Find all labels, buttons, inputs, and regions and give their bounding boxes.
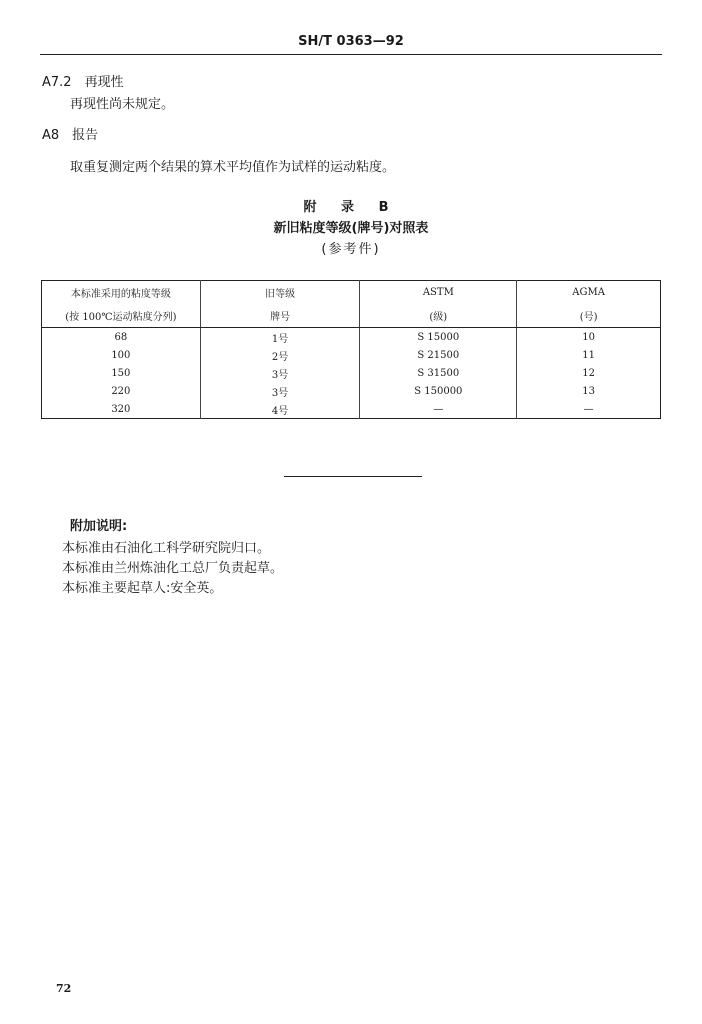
table-cell: S 15000 (360, 328, 517, 347)
header-cell: (号) (517, 303, 661, 328)
table-cell: 12 (582, 367, 595, 379)
header-rule (40, 54, 662, 55)
viscosity-comparison-table (41, 280, 661, 419)
table-cell: 220 (42, 382, 201, 400)
header-cell: AGMA (572, 286, 605, 298)
end-rule (284, 476, 422, 477)
table-cell: 1号 (200, 328, 360, 347)
appendix-subtitle: 新旧粘度等级(牌号)对照表 (273, 221, 429, 236)
additional-notes-heading: 附加说明: (70, 519, 128, 534)
table-cell: — (360, 400, 517, 419)
table-row (42, 346, 661, 364)
header-standard-code: SH/T 0363—92 (298, 34, 404, 49)
header-cell: 牌号 (200, 303, 360, 328)
table-cell: 68 (42, 328, 201, 347)
table-cell: S 150000 (360, 382, 517, 400)
table-cell: S 21500 (360, 346, 517, 364)
page-number: 72 (56, 982, 72, 995)
table-cell: 11 (582, 349, 595, 361)
section-a72-heading: A7.2 再现性 (42, 75, 124, 90)
table-cell: — (583, 403, 594, 415)
table-row (42, 328, 661, 347)
additional-note-line: 本标准由石油化工科学研究院归口。 (62, 541, 271, 556)
table-cell: 3号 (200, 382, 360, 400)
additional-note-line: 本标准由兰州炼油化工总厂负责起草。 (62, 561, 284, 576)
table-cell: 150 (42, 364, 201, 382)
table-cell: 100 (42, 346, 201, 364)
header-cell: 旧等级 (200, 281, 360, 304)
table-cell: 2号 (200, 346, 360, 364)
header-cell: (按 100℃运动粘度分列) (42, 303, 201, 328)
appendix-title: 附 录 B (303, 200, 399, 215)
section-a8-heading: A8 报告 (42, 128, 99, 143)
table-row (42, 364, 661, 382)
table-row (42, 382, 661, 400)
additional-note-line: 本标准主要起草人:安全英。 (62, 581, 223, 596)
header-cell: 本标准采用的粘度等级 (42, 281, 201, 304)
section-a72-text: 再现性尚未规定。 (70, 97, 175, 112)
header-cell: ASTM (360, 281, 517, 304)
table-cell: 10 (582, 331, 595, 343)
section-a8-text: 取重复测定两个结果的算术平均值作为试样的运动粘度。 (70, 160, 396, 175)
table-cell: S 31500 (360, 364, 517, 382)
table-cell: 3号 (200, 364, 360, 382)
table-cell: 4号 (200, 400, 360, 419)
header-cell: (级) (360, 303, 517, 328)
table-row (42, 400, 661, 419)
appendix-note: (参考件) (321, 242, 381, 257)
table-cell: 13 (582, 385, 595, 397)
table-cell: 320 (42, 400, 201, 419)
